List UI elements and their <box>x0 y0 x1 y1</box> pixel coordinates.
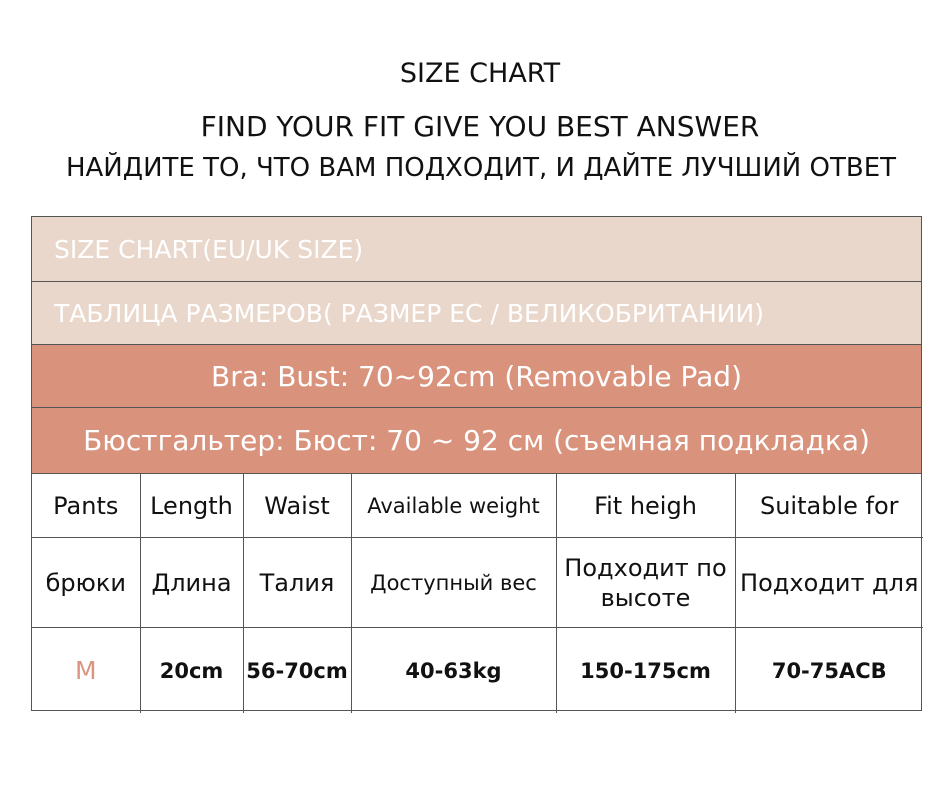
column-header: Талия <box>243 538 351 628</box>
table-header-row-ru <box>32 538 923 628</box>
table-cell: 70-75ACB <box>735 628 923 714</box>
size-chart-band-en <box>32 217 921 282</box>
bra-label-en: Bra: Bust: 70~92cm (Removable Pad) <box>210 359 742 393</box>
bra-band-en <box>32 345 921 408</box>
column-header: Подходит для <box>735 538 923 628</box>
column-header: Длина <box>140 538 243 628</box>
bra-band-ru <box>32 408 921 474</box>
subtitle-en: FIND YOUR FIT GIVE YOU BEST ANSWER <box>200 110 760 143</box>
table-cell-size: M <box>32 628 140 714</box>
column-header: Length <box>140 474 243 538</box>
pants-size-table <box>32 474 923 713</box>
bra-label-ru: Бюстгальтер: Бюст: 70 ~ 92 см (съемная подкладка) <box>83 424 870 457</box>
table-cell: 150-175cm <box>556 628 735 714</box>
column-header: Fit heigh <box>556 474 735 538</box>
size-chart <box>31 216 922 711</box>
column-header: Доступный вес <box>351 538 556 628</box>
column-header: Pants <box>32 474 140 538</box>
column-header: Suitable for <box>735 474 923 538</box>
subtitle-ru: НАЙДИТЕ ТО, ЧТО ВАМ ПОДХОДИТ, И ДАЙТЕ ЛУЧШИЙ ОТВЕТ <box>65 153 897 183</box>
column-header: Available weight <box>351 474 556 538</box>
table-cell: 20cm <box>140 628 243 714</box>
size-chart-label-ru: ТАБЛИЦА РАЗМЕРОВ( РАЗМЕР ЕС / ВЕЛИКОБРИТАНИИ) <box>54 298 764 328</box>
table-cell: 40-63kg <box>351 628 556 714</box>
column-header: Подходит по высоте <box>556 538 735 628</box>
table-cell: 56-70cm <box>243 628 351 714</box>
size-chart-band-ru <box>32 282 921 345</box>
table-row <box>32 628 923 714</box>
table-header-row-en <box>32 474 923 538</box>
size-chart-label-en: SIZE CHART(EU/UK SIZE) <box>54 234 364 264</box>
page-title: SIZE CHART <box>399 58 561 89</box>
column-header: Waist <box>243 474 351 538</box>
column-header: брюки <box>32 538 140 628</box>
